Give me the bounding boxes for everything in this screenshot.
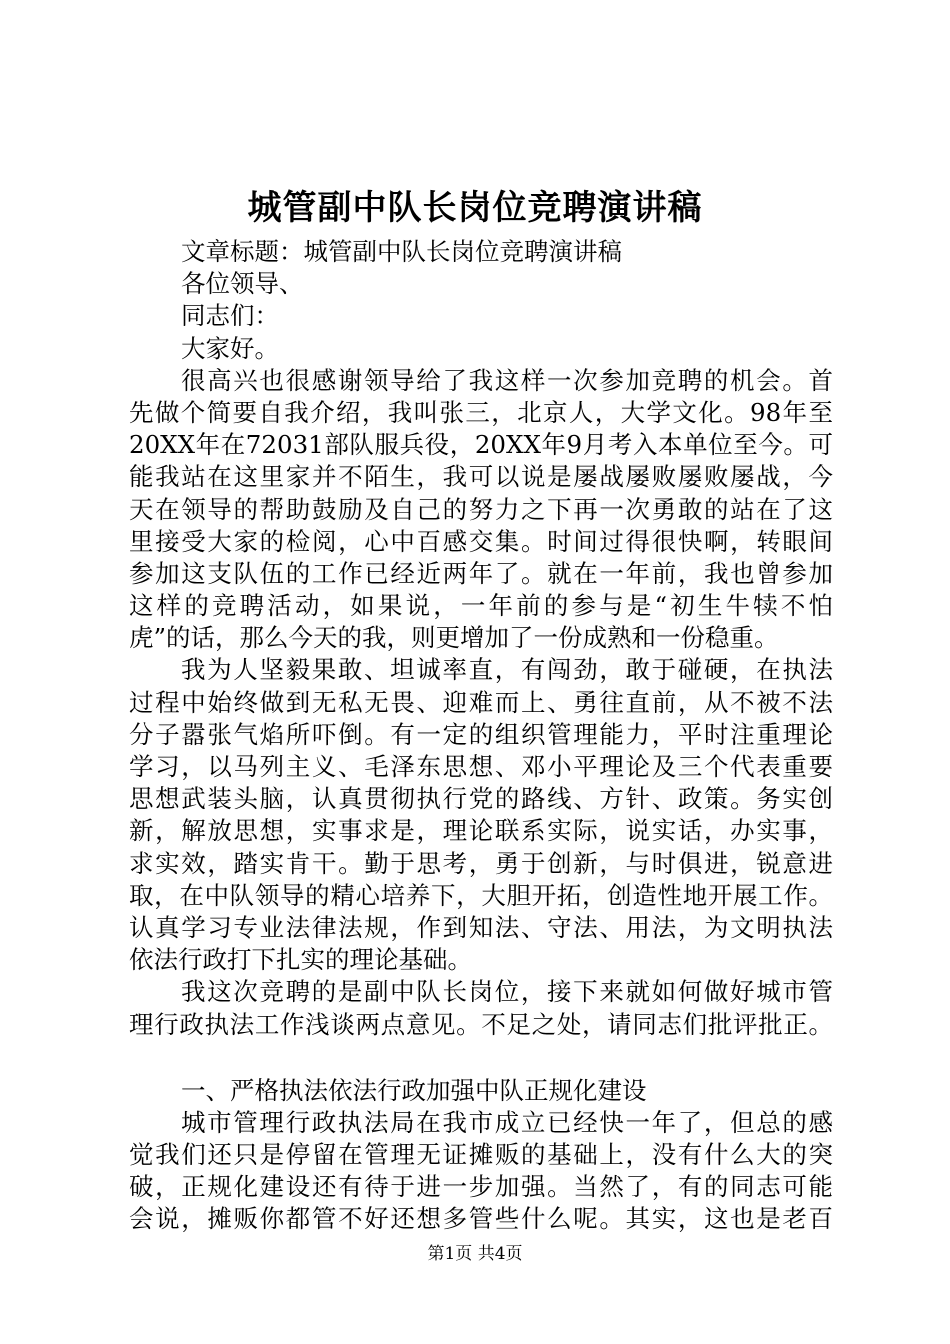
text-line: 文章标题：城管副中队长岗位竞聘演讲稿 bbox=[181, 237, 622, 266]
document-title: 城管副中队长岗位竞聘演讲稿 bbox=[247, 188, 703, 228]
text-line: 虎”的话，那么今天的我，则更增加了一份成熟和一份稳重。 bbox=[129, 623, 779, 653]
text-line: 取，在中队领导的精心培养下，大胆开拓，创造性地开展工作。 bbox=[129, 880, 833, 910]
text-line: 先做个简要自我介绍，我叫张三，北京人，大学文化。98年至 bbox=[129, 397, 833, 427]
paragraph-gap bbox=[129, 1041, 833, 1075]
text-line: 参加这支队伍的工作已经近两年了。就在一年前，我也曾参加 bbox=[129, 558, 833, 588]
text-line: 新，解放思想，实事求是，理论联系实际，说实话，办实事， bbox=[129, 816, 833, 846]
text-line: 认真学习专业法律法规，作到知法、守法、用法，为文明执法 bbox=[129, 912, 833, 942]
text-line: 破，正规化建设还有待于进一步加强。当然了，有的同志可能 bbox=[129, 1172, 833, 1202]
text-line: 理行政执法工作浅谈两点意见。不足之处，请同志们批评批正。 bbox=[129, 1009, 833, 1039]
text-line: 我为人坚毅果敢、坦诚率直，有闯劲，敢于碰硬，在执法 bbox=[181, 655, 833, 685]
text-line: 里接受大家的检阅，心中百感交集。时间过得很快啊，转眼间 bbox=[129, 526, 833, 556]
page-footer: 第1页 共4页 bbox=[427, 1244, 523, 1264]
text-line: 觉我们还只是停留在管理无证摊贩的基础上，没有什么大的突 bbox=[129, 1140, 833, 1170]
text-line: 各位领导、 bbox=[181, 269, 304, 299]
text-line: 思想武装头脑，认真贯彻执行党的路线、方针、政策。务实创 bbox=[129, 784, 833, 814]
text-line: 同志们： bbox=[181, 301, 279, 331]
text-line: 过程中始终做到无私无畏、迎难而上、勇往直前，从不被不法 bbox=[129, 687, 833, 717]
text-line: 一、严格执法依法行政加强中队正规化建设 bbox=[181, 1075, 647, 1105]
text-line: 依法行政打下扎实的理论基础。 bbox=[129, 945, 472, 975]
document-body bbox=[129, 236, 833, 1236]
text-line: 求实效，踏实肯干。勤于思考，勇于创新，与时俱进，锐意进 bbox=[129, 848, 833, 878]
text-line: 天在领导的帮助鼓励及自己的努力之下再一次勇敢的站在了这 bbox=[129, 494, 833, 524]
text-line: 很高兴也很感谢领导给了我这样一次参加竞聘的机会。首 bbox=[181, 365, 833, 395]
text-line: 这样的竞聘活动，如果说，一年前的参与是“初生牛犊不怕 bbox=[129, 591, 833, 621]
text-line: 会说，摊贩你都管不好还想多管些什么呢。其实，这也是老百 bbox=[129, 1204, 833, 1234]
text-line: 能我站在这里家并不陌生，我可以说是屡战屡败屡败屡战，今 bbox=[129, 462, 833, 492]
text-line: 分子嚣张气焰所吓倒。有一定的组织管理能力，平时注重理论 bbox=[129, 719, 833, 749]
text-line: 20XX年在72031部队服兵役，20XX年9月考入本单位至今。可 bbox=[129, 430, 833, 460]
text-line: 学习，以马列主义、毛泽东思想、邓小平理论及三个代表重要 bbox=[129, 752, 833, 781]
text-line: 我这次竞聘的是副中队长岗位，接下来就如何做好城市管 bbox=[181, 977, 833, 1007]
text-line: 大家好。 bbox=[181, 333, 279, 363]
text-line: 城市管理行政执法局在我市成立已经快一年了，但总的感 bbox=[181, 1107, 833, 1137]
